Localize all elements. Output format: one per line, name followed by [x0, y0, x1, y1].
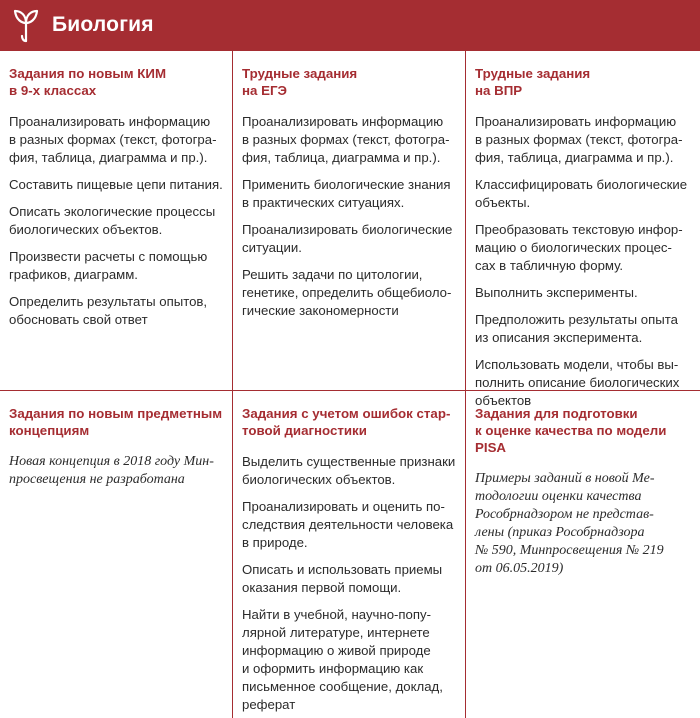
task-item-line: Определить результаты опытов,: [9, 294, 208, 309]
task-item: [242, 176, 457, 212]
task-item-line: Предположить результаты опыта: [475, 312, 678, 327]
cell-title: [475, 65, 692, 99]
task-item-line: Выделить существенные признаки: [242, 454, 456, 469]
task-item-line: в разных формах (текст, фотогра-: [242, 132, 450, 147]
task-item: [242, 266, 457, 320]
task-item-line: в практических ситуациях.: [242, 195, 405, 210]
task-item-line: и оформить информацию как: [242, 661, 424, 676]
task-item-line: биологических объектов.: [9, 222, 163, 237]
task-item: [242, 561, 457, 597]
task-item-line: ситуации.: [242, 240, 302, 255]
task-item-line: Примеры заданий в новой Ме-: [475, 471, 655, 486]
task-item-line: фия, таблица, диаграмма и пр.).: [242, 150, 441, 165]
task-item: [242, 498, 457, 552]
cell-title-line: Задания по новым КИМ: [9, 66, 167, 81]
task-item: [9, 176, 224, 194]
cell-title-line: Трудные задания: [242, 66, 358, 81]
task-item-line: фия, таблица, диаграмма и пр.).: [9, 150, 208, 165]
task-item: [242, 606, 457, 714]
cell-title-line: на ВПР: [475, 83, 523, 98]
cell-title-line: в 9-х классах: [9, 83, 97, 98]
task-item-line: полнить описание биологических: [475, 375, 680, 390]
task-item-line: лярной литературе, интернете: [242, 625, 430, 640]
task-item: [9, 203, 224, 239]
task-item: [475, 311, 692, 347]
task-item-line: биологических объектов.: [242, 472, 396, 487]
task-item: [9, 113, 224, 167]
task-item-line: Проанализировать и оценить по-: [242, 499, 445, 514]
task-item-line: реферат: [242, 697, 296, 712]
task-item-line: графиков, диаграмм.: [9, 267, 138, 282]
cell-title-line: к оценке качества по модели: [475, 423, 667, 438]
task-item-line: письменное сообщение, доклад,: [242, 679, 443, 694]
cell-title-line: Задания с учетом ошибок стар-: [242, 406, 451, 421]
table-cell-diagnostics: [233, 391, 466, 718]
sprout-icon: [12, 7, 40, 43]
task-item: [9, 453, 224, 489]
task-item-line: Использовать модели, чтобы вы-: [475, 357, 679, 372]
task-item-line: мацию о биологических процес-: [475, 240, 672, 255]
task-item-line: Проанализировать биологические: [242, 222, 453, 237]
cell-title-line: Задания для подготовки: [475, 406, 638, 421]
task-item-line: в разных формах (текст, фотогра-: [475, 132, 683, 147]
task-item: [475, 284, 692, 302]
cell-title-line: на ЕГЭ: [242, 83, 287, 98]
task-item-line: Выполнить эксперименты.: [475, 285, 638, 300]
task-item-line: следствия деятельности человека: [242, 517, 454, 532]
task-item-line: в природе.: [242, 535, 308, 550]
task-item-line: № 590, Минпросвещения № 219: [475, 543, 664, 558]
task-item-line: Преобразовать текстовую инфор-: [475, 222, 683, 237]
task-item-line: Найти в учебной, научно-попу-: [242, 607, 432, 622]
task-item-line: гические закономерности: [242, 303, 399, 318]
cell-title-line: PISA: [475, 440, 507, 455]
cell-title: [475, 405, 692, 456]
task-item: [475, 221, 692, 275]
task-item-line: тодологии оценки качества: [475, 489, 642, 504]
cell-title-line: концепциям: [9, 423, 90, 438]
task-item: [9, 293, 224, 329]
task-item-line: Проанализировать информацию: [9, 114, 211, 129]
task-item-line: объекты.: [475, 195, 531, 210]
cell-title: [242, 405, 457, 439]
header-banner: [0, 0, 700, 50]
task-item: [475, 470, 692, 578]
table-cell-ege: [233, 51, 466, 391]
task-item-line: от 06.05.2019): [475, 561, 564, 576]
task-item-line: Применить биологические знания: [242, 177, 451, 192]
task-item-line: Решить задачи по цитологии,: [242, 267, 423, 282]
task-item-line: фия, таблица, диаграмма и пр.).: [475, 150, 674, 165]
task-item: [9, 248, 224, 284]
cell-title: [242, 65, 457, 99]
task-item-line: Классифицировать биологические: [475, 177, 688, 192]
task-item-line: Произвести расчеты с помощью: [9, 249, 208, 264]
task-item-line: Проанализировать информацию: [475, 114, 677, 129]
task-item-line: Проанализировать информацию: [242, 114, 444, 129]
cell-title-line: товой диагностики: [242, 423, 367, 438]
table-cell-kim-9: [0, 51, 233, 391]
task-item-line: обосновать свой ответ: [9, 312, 148, 327]
table-cell-pisa: [466, 391, 700, 718]
page-title: Биология: [52, 13, 154, 36]
task-item-line: Описать экологические процессы: [9, 204, 216, 219]
task-item: [475, 113, 692, 167]
task-item-line: Новая концепция в 2018 году Мин-: [9, 454, 214, 469]
task-item-line: Описать и использовать приемы: [242, 562, 443, 577]
cell-title-line: Трудные задания: [475, 66, 591, 81]
cell-title: [9, 65, 224, 99]
task-item-line: лены (приказ Рособрнадзора: [475, 525, 645, 540]
task-item: [475, 176, 692, 212]
task-item-line: просвещения не разработана: [9, 472, 185, 487]
tasks-table: [0, 50, 700, 718]
task-item-line: информацию о живой природе: [242, 643, 431, 658]
task-item-line: оказания первой помощи.: [242, 580, 402, 595]
table-cell-new-concepts: [0, 391, 233, 718]
cell-title-line: Задания по новым предметным: [9, 406, 223, 421]
task-item: [242, 453, 457, 489]
task-item-line: генетике, определить общебиоло-: [242, 285, 452, 300]
task-item: [242, 113, 457, 167]
table-cell-vpr: [466, 51, 700, 408]
task-item-line: Рособрнадзором не представ-: [475, 507, 654, 522]
cell-title: [9, 405, 224, 439]
task-item-line: в разных формах (текст, фотогра-: [9, 132, 217, 147]
task-item: [242, 221, 457, 257]
task-item-line: объектов: [475, 393, 532, 408]
task-item-line: сах в табличную форму.: [475, 258, 624, 273]
task-item-line: из описания эксперимента.: [475, 330, 643, 345]
task-item-line: Составить пищевые цепи питания.: [9, 177, 223, 192]
